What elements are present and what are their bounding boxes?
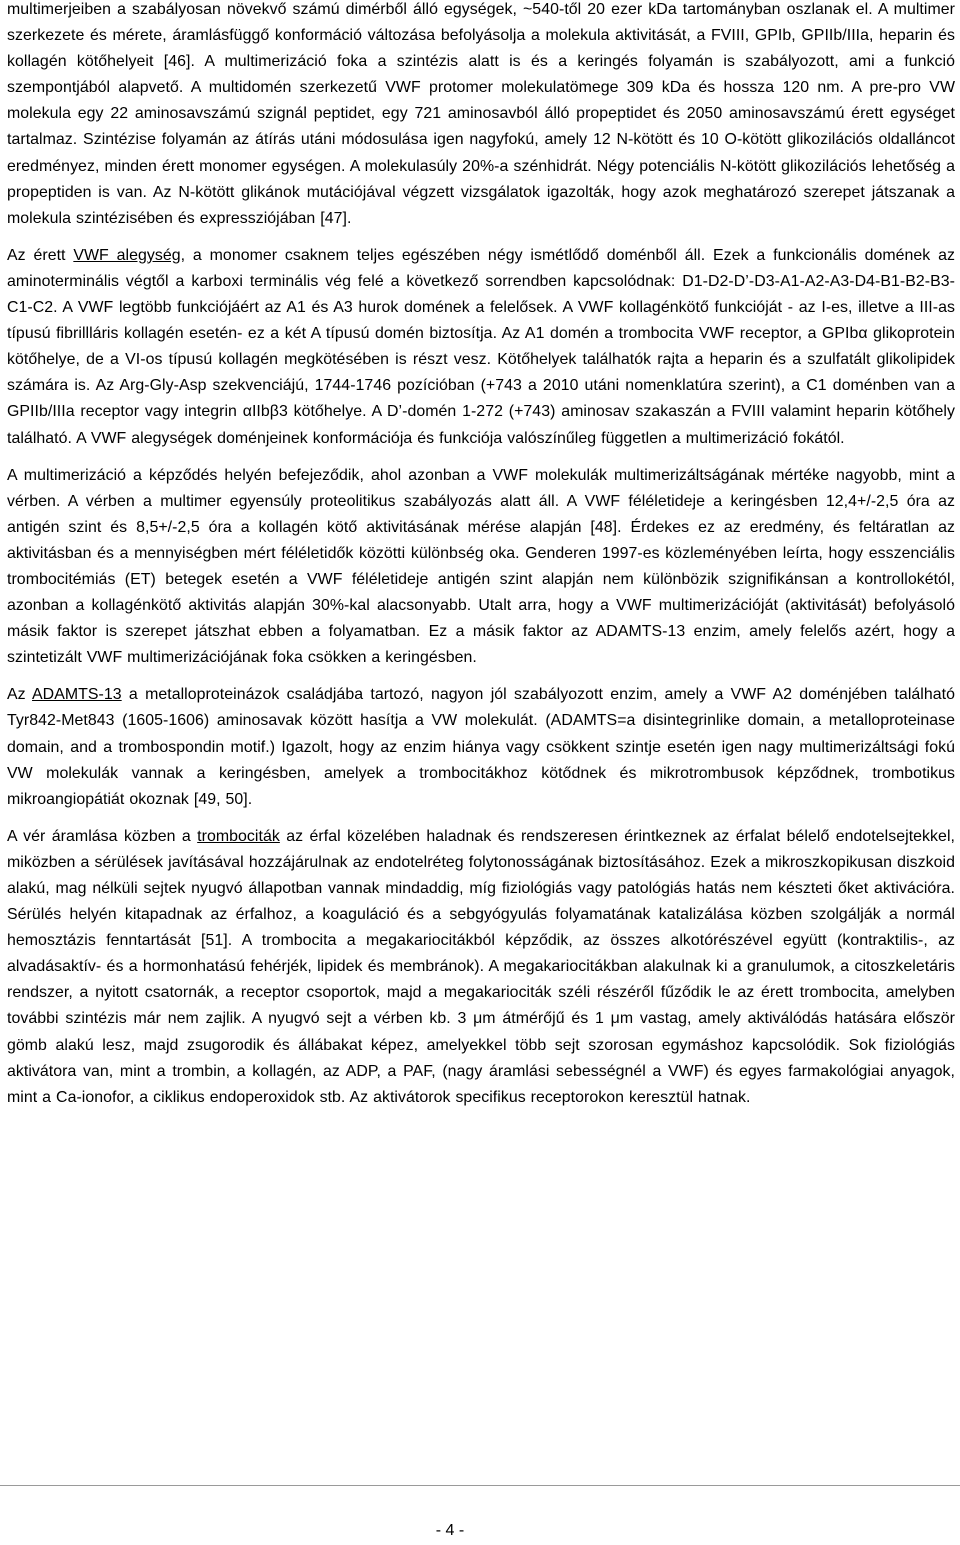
paragraph-4 [7,682,955,812]
paragraph-3-text: A multimerizáció a képződés helyén befejeződik, ahol azonban a VWF molekulák multimerizáltságának mértéke nagyobb, mint a vérben. A vérben a multimer egyensúly proteolitikus szabályozás alatt áll. A VWF féléletideje a keringésben 12,4+/-2,5 óra az antigén szint és 8,5+/-2,5 óra a kollagén kötő aktivitásának mérése alapján [48]. Érdekes ez az eredmény, és feltáratlan az aktivitásban és a mennyiségben mért féléletidők közötti különbség oka. Genderen 1997-es közleményében leírta, hogy esszenciális trombocitémiás (ET) betegek esetén a VWF féléletideje antigén szint alapján nem különbözik szignifikánsan a kontrollokétól, azonban a kollagénkötő aktivitás alapján 30%-kal alacsonyabb. Utalt arra, hogy a VWF multimerizációját (aktivitását) befolyásoló másik faktor is szerepet játszhat ebben a folyamatban. Ez a másik faktor az ADAMTS-13 enzim, amely felelős azért, hogy a szintetizált VWF multimerizációjának foka csökken a keringésben. [7,466,955,667]
paragraph-5-text-a: A vér áramlása közben a [7,827,198,845]
paragraph-2 [7,243,955,452]
paragraph-3 [7,463,955,672]
paragraph-2-text-a: Az érett [7,246,74,264]
link-adamts-13[interactable]: ADAMTS-13 [32,686,122,704]
link-vwf-alegyseg[interactable]: VWF alegység [73,246,181,264]
paragraph-5 [7,824,955,1111]
paragraph-2-text-b: , a monomer csaknem teljes egészében négy ismétlődő doménből áll. Ezek a funkcionális domének az aminoterminális végtől a karboxi terminális vég felé a következő sorrendben kapcsolódnak: D1-D2-D’-D3-A1-A2-A3-D4-B1-B2-B3-C1-C2. A VWF legtöbb funkciójáért az A1 és A3 hurok domének a felelősek. A VWF kollagénkötő funkcióját - az I-es, illetve a III-as típusú fibrillláris kollagén esetén- ez a két A típusú domén biztosítja. Az A1 domén a trombocita VWF receptor, a GPIbα glikoprotein kötőhelye, de a VI-os típusú kollagén megkötésében is részt vesz. Kötőhelyek találhatók rajta a heparin és a szulfatált glikolipidek számára is. Az Arg-Gly-Asp szekvenciájú, 1744-1746 pozícióban (+743 a 2010 utáni nomenklatúra szerint), a C1 doménben van a GPIIb/IIIa receptor vagy integrin αIIbβ3 kötőhelye. A D’-domén 1-272 (+743) aminosav szakaszán a FVIII valamint heparin kötőhely található. A VWF alegységek doménjeinek konformációja és funkciója valószínűleg független a multimerizáció fokától. [7,246,955,447]
paragraph-5-text-b: az érfal közelében haladnak és rendszeresen érintkeznek az érfalat bélelő endotelsejtekkel, miközben a sérülések javításával hozzájárulnak az endotelréteg folytonosságának biztosításához. Ezek a mikroszkopikusan diszkoid alakú, mag nélküli sejtek nyugvó állapotban vannak mindaddig, míg fiziológiás vagy patológiás hatás nem készteti őket aktivációra. Sérülés helyén kitapadnak az érfalhoz, a koaguláció és a sebgyógyulás folyamatának katalizálása közben szolgálják a normál hemosztázis fenntartását [51]. A trombocita a megakariocitákból képződik, az összes alkotórészével együtt (kontraktilis-, az alvadásaktív- és a hormonhatású fehérjék, lipidek és membránok). A megakariocitákban alakulnak ki a granulumok, a citoszkeletáris rendszer, a nyitott csatornák, a receptor csoportok, majd a megakariociták széli részéről fűződik le az érett trombocita, amelyben további szintézis már nem zajlik. A nyugvó sejt a vérben kb. 3 μm átmérőjű és 1 μm vastag, amely aktiválódás hatására először gömb alakú lesz, majd zsugorodik és állábakat képez, amelyekkel több sejt szorosan egymáshoz kapcsolódik. Sok fiziológiás aktivátora van, mint a trombin, a kollagén, az ADP, a PAF, (nagy áramlási sebességnél a VWF) és egyes farmakológiai anyagok, mint a Ca-ionofor, a ciklikus endoperoxidok stb. Az aktivátorok specifikus receptorokon keresztül hatnak. [7,827,955,1106]
paragraph-1 [7,0,955,232]
paragraph-4-text-a: Az [7,686,33,704]
document-body [7,0,955,1122]
link-trombocitak[interactable]: trombociták [197,827,280,845]
footer-divider [0,1485,960,1486]
page-number: - 4 - [435,1522,465,1539]
paragraph-1-text: multimerjeiben a szabályosan növekvő számú dimérből álló egységek, ~540-től 20 ezer kDa tartományban oszlanak el. A multimer szerkezete és mérete, áramlásfüggő konformáció változása befolyásolja a molekula aktivitását, a FVIII, GPIb, GPIIb/IIIa, heparin és kollagén kötőhelyeit [46]. A multimerizáció foka a szintézis alatt is és a keringés folyamán is szabályozott, ami a funkció szempontjából alapvető. A multidomén szerkezetű VWF protomer molekulatömege 309 kDa és hossza 120 nm. A pre-pro VW molekula egy 22 aminosavszámú szignál peptidet, egy 721 aminosavból álló propeptidet és 2050 aminosavszámú érett egységet tartalmaz. Szintézise folyamán az átírás utáni módosulása igen nagyfokú, amely 12 N-kötött és 10 O-kötött glikozilációs oldalláncot eredményez, minden érett monomer egységen. A molekulasúly 20%-a szénhidrát. Négy potenciális N-kötött glikozilációs lehetőség a propeptiden is van. Az N-kötött glikánok mutációjával végzett vizsgálatok igazolták, hogy azok meghatározó szerepet játszanak a molekula szintézisében és expressziójában [47]. [7,1,955,227]
paragraph-4-text-b: a metalloproteinázok családjába tartozó, nagyon jól szabályozott enzim, amely a VWF A2 doménjében található Tyr842-Met843 (1605-1606) aminosavak között hasítja a VW molekulát. (ADAMTS=a disintegrinlike domain, a metalloproteinase domain, and a trombospondin motif.) Igazolt, hogy az enzim hiánya vagy csökkent szintje esetén igen nagy multimerizáltsági fokú VW molekulák vannak a keringésben, amelyek a trombocitákhoz kötődnek és mikrotrombusok képződnek, trombotikus mikroangiopátiát okoznak [49, 50]. [7,686,955,808]
